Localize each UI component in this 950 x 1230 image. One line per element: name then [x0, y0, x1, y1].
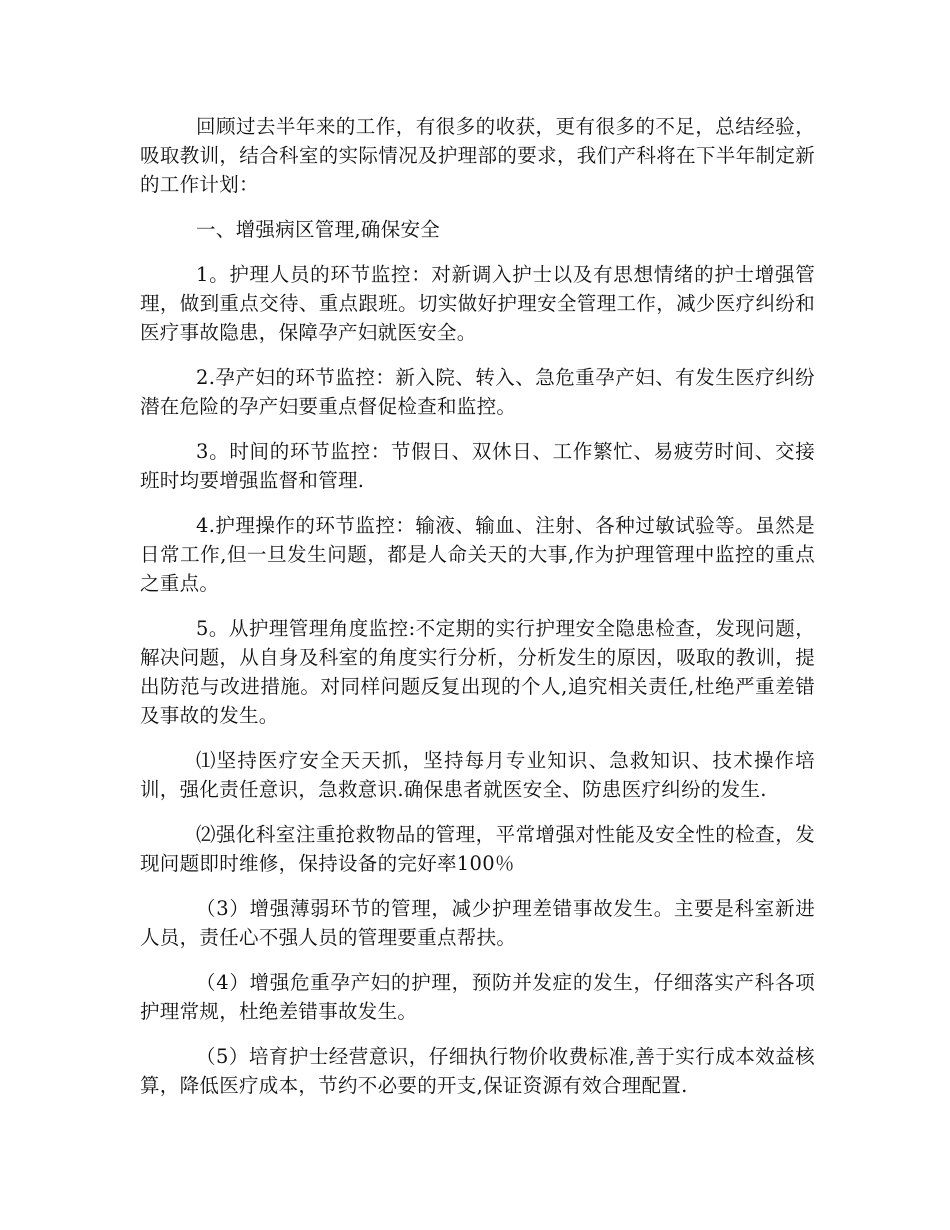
list-item-1: 1。护理人员的环节监控：对新调入护士以及有思想情绪的护士增强管理，做到重点交待、重点跟班。切实做好护理安全管理工作，减少医疗纠纷和医疗事故隐患，保障孕产妇就医安全。 [140, 263, 815, 344]
document-body [140, 112, 815, 1116]
sub-item-4: （4）增强危重孕产妇的护理，预防并发症的发生，仔细落实产科各项护理常规，杜绝差错事故发生。 [140, 971, 815, 1023]
list-item-4: 4.护理操作的环节监控：输液、输血、注射、各种过敏试验等。虽然是日常工作,但一旦发生问题，都是人命关天的大事,作为护理管理中监控的重点之重点。 [140, 514, 815, 595]
sub-item-1: ⑴坚持医疗安全天天抓，坚持每月专业知识、急救知识、技术操作培训，强化责任意识，急救意识.确保患者就医安全、防患医疗纠纷的发生. [140, 749, 815, 801]
list-item-2: 2.孕产妇的环节监控：新入院、转入、急危重孕产妇、有发生医疗纠纷潜在危险的孕产妇要重点督促检查和监控。 [140, 366, 815, 418]
list-item-5: 5。从护理管理角度监控:不定期的实行护理安全隐患检查，发现问题，解决问题，从自身及科室的角度实行分析，分析发生的原因，吸取的教训，提出防范与改进措施。对同样问题反复出现的个人,追究相关责任,杜绝严重差错及事故的发生。 [140, 617, 815, 727]
section-heading: 一、增强病区管理,确保安全 [196, 218, 441, 241]
sub-item-3: （3）增强薄弱环节的管理，减少护理差错事故发生。主要是科室新进人员，责任心不强人员的管理要重点帮扶。 [140, 897, 815, 949]
list-item-3: 3。时间的环节监控：节假日、双休日、工作繁忙、易疲劳时间、交接班时均要增强监督和管理. [140, 440, 815, 492]
sub-item-5: （5）培育护士经营意识，仔细执行物价收费标准,善于实行成本效益核算，降低医疗成本，节约不必要的开支,保证资源有效合理配置. [140, 1045, 815, 1097]
sub-item-2: ⑵强化科室注重抢救物品的管理，平常增强对性能及安全性的检查，发现问题即时维修，保持设备的完好率100％ [140, 823, 815, 875]
intro-paragraph: 回顾过去半年来的工作，有很多的收获，更有很多的不足，总结经验，吸取教训，结合科室的实际情况及护理部的要求，我们产科将在下半年制定新的工作计划： [140, 115, 815, 196]
